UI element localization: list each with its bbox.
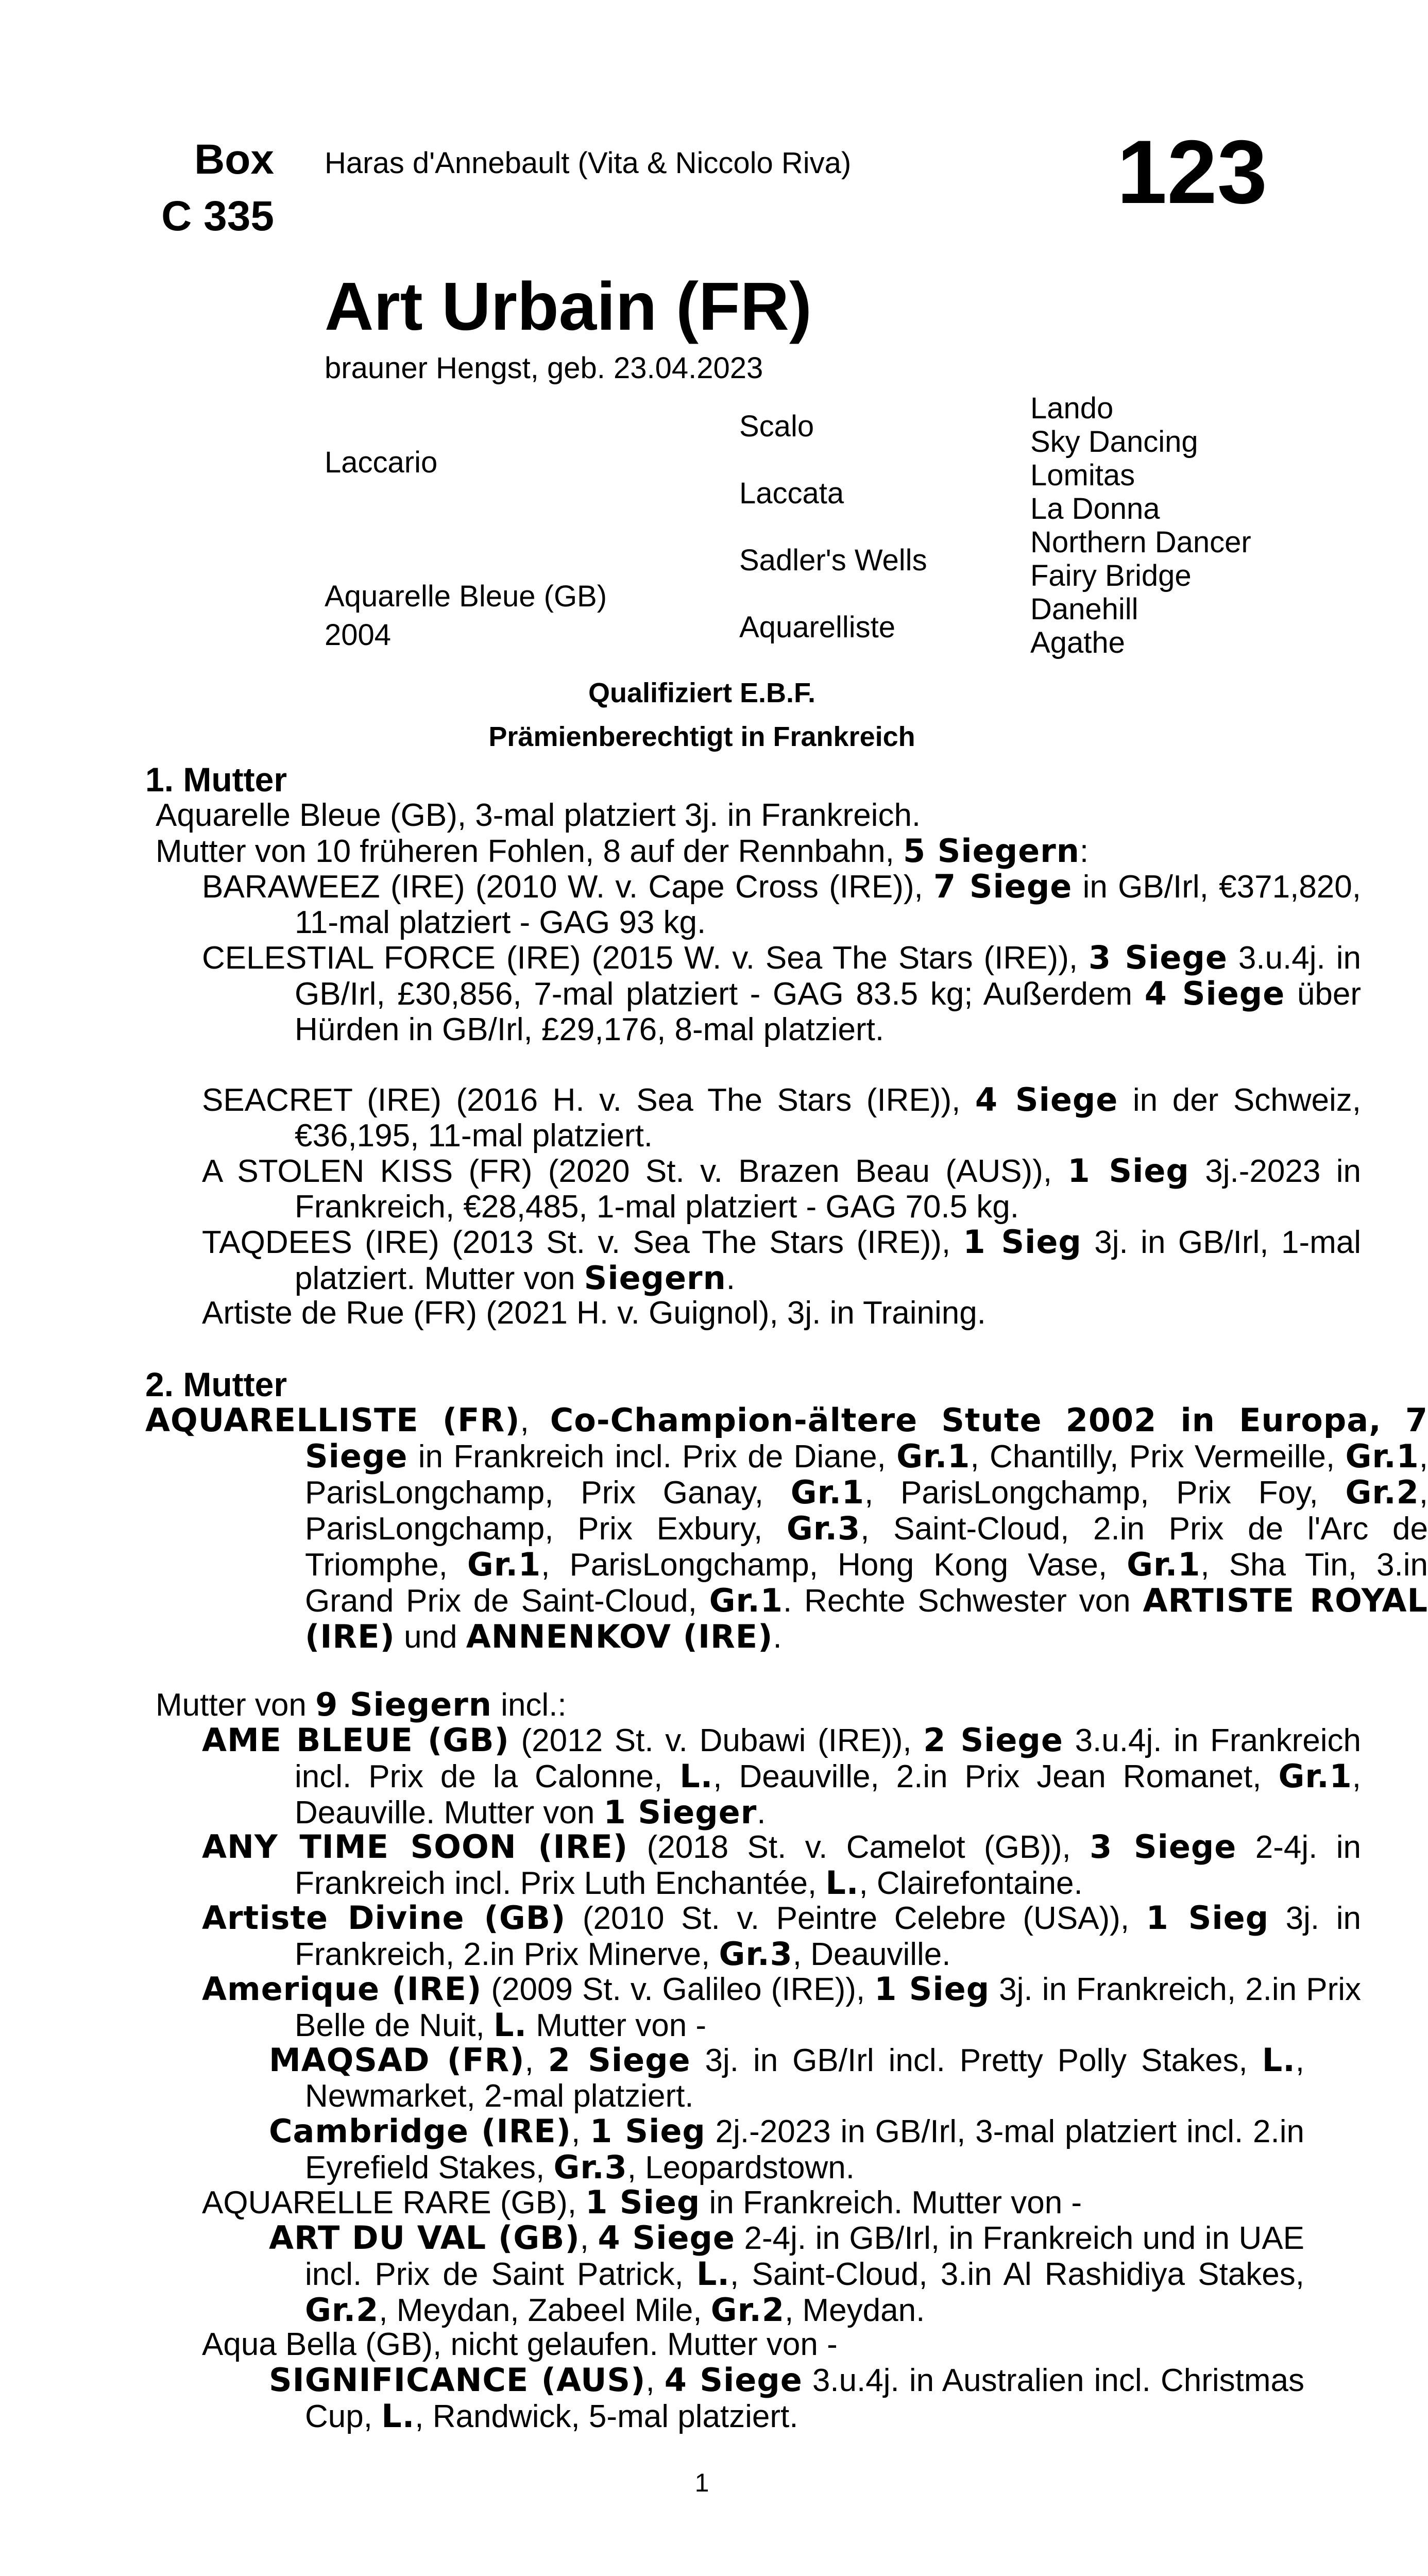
pedigree-sire: Laccario: [325, 446, 438, 479]
dam-produce-summary: Mutter von 10 früheren Fohlen, 8 auf der Rennbahn, 5 Siegern:: [156, 832, 1089, 870]
produce-entry: Artiste Divine (GB) (2010 St. v. Peintre Celebre (USA)), 1 Sieg 3j. in Frankreich, 2.in Prix Minerve, Gr.3, Deauville.: [202, 1899, 1361, 1973]
offspring-entry: Artiste de Rue (FR) (2021 H. v. Guignol), 3j. in Training.: [202, 1295, 986, 1331]
produce-grandchild-entry: Cambridge (IRE), 1 Sieg 2j.-2023 in GB/Irl, 3-mal platziert incl. 2.in Eyrefield Stakes, Gr.3, Leopardstown.: [269, 2112, 1305, 2186]
horse-name: Art Urbain (FR): [325, 268, 812, 344]
offspring-entry: TAQDEES (IRE) (2013 St. v. Sea The Stars (IRE)), 1 Sieg 3j. in GB/Irl, 1-mal platziert. Mutter von Siegern.: [202, 1223, 1362, 1297]
pedigree-grandparent: Sadler's Wells: [739, 544, 927, 577]
produce-entry: Amerique (IRE) (2009 St. v. Galileo (IRE)), 1 Sieg 3j. in Frankreich, 2.in Prix Belle de Nuit, L. Mutter von -: [202, 1970, 1361, 2044]
produce-entry: ANY TIME SOON (IRE) (2018 St. v. Camelot (GB)), 3 Siege 2-4j. in Frankreich incl. Prix Luth Enchantée, L., Clairefontaine.: [202, 1828, 1361, 1902]
lot-number: 123: [1117, 122, 1267, 223]
produce-grandchild-entry: ART DU VAL (GB), 4 Siege 2-4j. in GB/Irl, in Frankreich und in UAE incl. Prix de Saint Patrick, L., Saint-Cloud, 3.in Al Rashidiya Stakes, Gr.2, Meydan, Zabeel Mile, Gr.2, Meydan.: [269, 2219, 1304, 2329]
offspring-entry: SEACRET (IRE) (2016 H. v. Sea The Stars (IRE)), 4 Siege in der Schweiz, €36,195, 11-mal platziert.: [202, 1081, 1361, 1154]
pedigree-great-grandparent: Danehill: [1030, 592, 1138, 626]
pedigree-grandparent: Aquarelliste: [739, 611, 896, 644]
pedigree-grandparent: Scalo: [739, 410, 814, 443]
pedigree-great-grandparent: Lomitas: [1030, 459, 1135, 492]
pedigree-great-grandparent: Lando: [1030, 392, 1114, 425]
section-heading-first-dam: 1. Mutter: [145, 760, 287, 799]
pedigree-great-grandparent: La Donna: [1030, 492, 1160, 526]
pedigree-dam-year: 2004: [325, 618, 392, 652]
box-number: C 335: [161, 193, 274, 240]
pedigree-dam: Aquarelle Bleue (GB): [325, 580, 607, 613]
horse-description: brauner Hengst, geb. 23.04.2023: [325, 351, 763, 385]
section-heading-second-dam: 2. Mutter: [145, 1365, 287, 1403]
qualification-premium: Prämienberechtigt in Frankreich: [488, 721, 915, 752]
offspring-entry: CELESTIAL FORCE (IRE) (2015 W. v. Sea The Stars (IRE)), 3 Siege 3.u.4j. in GB/Irl, £30,856, 7-mal platziert - GAG 83.5 kg; Außerdem 4 Siege über Hürden in GB/Irl, £29,176, 8-mal platziert.: [202, 939, 1361, 1047]
offspring-entry: A STOLEN KISS (FR) (2020 St. v. Brazen Beau (AUS)), 1 Sieg 3j.-2023 in Frankreich, €28,485, 1-mal platziert - GAG 70.5 kg.: [202, 1152, 1362, 1225]
second-dam-produce-summary: Mutter von 9 Siegern incl.:: [156, 1686, 567, 1723]
produce-entry: AME BLEUE (GB) (2012 St. v. Dubawi (IRE)), 2 Siege 3.u.4j. in Frankreich incl. Prix de la Calonne, L., Deauville, 2.in Prix Jean Romanet, Gr.1, Deauville. Mutter von 1 Sieger.: [202, 1721, 1361, 1831]
produce-entry: Aqua Bella (GB), nicht gelaufen. Mutter von -: [202, 2327, 838, 2362]
produce-grandchild-entry: SIGNIFICANCE (AUS), 4 Siege 3.u.4j. in Australien incl. Christmas Cup, L., Randwick, 5-mal platziert.: [269, 2361, 1304, 2435]
qualification-ebf: Qualifiziert E.B.F.: [588, 677, 816, 708]
offspring-entry: BARAWEEZ (IRE) (2010 W. v. Cape Cross (IRE)), 7 Siege in GB/Irl, €371,820, 11-mal platziert - GAG 93 kg.: [202, 868, 1361, 940]
pedigree-great-grandparent: Fairy Bridge: [1030, 559, 1192, 592]
pedigree-great-grandparent: Northern Dancer: [1030, 526, 1251, 559]
produce-entry: AQUARELLE RARE (GB), 1 Sieg in Frankreich. Mutter von -: [202, 2183, 1082, 2221]
pedigree-grandparent: Laccata: [739, 477, 844, 510]
second-dam-record: AQUARELLISTE (FR), Co-Champion-ältere Stute 2002 in Europa, 7 Siege in Frankreich incl. Prix de Diane, Gr.1, Chantilly, Prix Vermeille, Gr.1, ParisLongchamp, Prix Ganay, Gr.1, ParisLongchamp, Prix Foy, Gr.2, ParisLongchamp, Prix Exbury, Gr.3, Saint-Cloud, 2.in Prix de l'Arc de Triomphe, Gr.1, ParisLongchamp, Hong Kong Vase, Gr.1, Sha Tin, 3.in Grand Prix de Saint-Cloud, Gr.1. Rechte Schwester von ARTISTE ROYAL (IRE) und ANNENKOV (IRE).: [145, 1401, 1428, 1655]
breeder: Haras d'Annebault (Vita & Niccolo Riva): [325, 146, 852, 180]
page-number: 1: [694, 2468, 709, 2497]
pedigree-great-grandparent: Sky Dancing: [1030, 425, 1198, 459]
box-label: Box: [194, 136, 274, 183]
dam-record: Aquarelle Bleue (GB), 3-mal platziert 3j. in Frankreich.: [156, 798, 921, 833]
pedigree-great-grandparent: Agathe: [1030, 626, 1125, 659]
produce-grandchild-entry: MAQSAD (FR), 2 Siege 3j. in GB/Irl incl. Pretty Polly Stakes, L., Newmarket, 2-mal platziert.: [269, 2041, 1304, 2114]
